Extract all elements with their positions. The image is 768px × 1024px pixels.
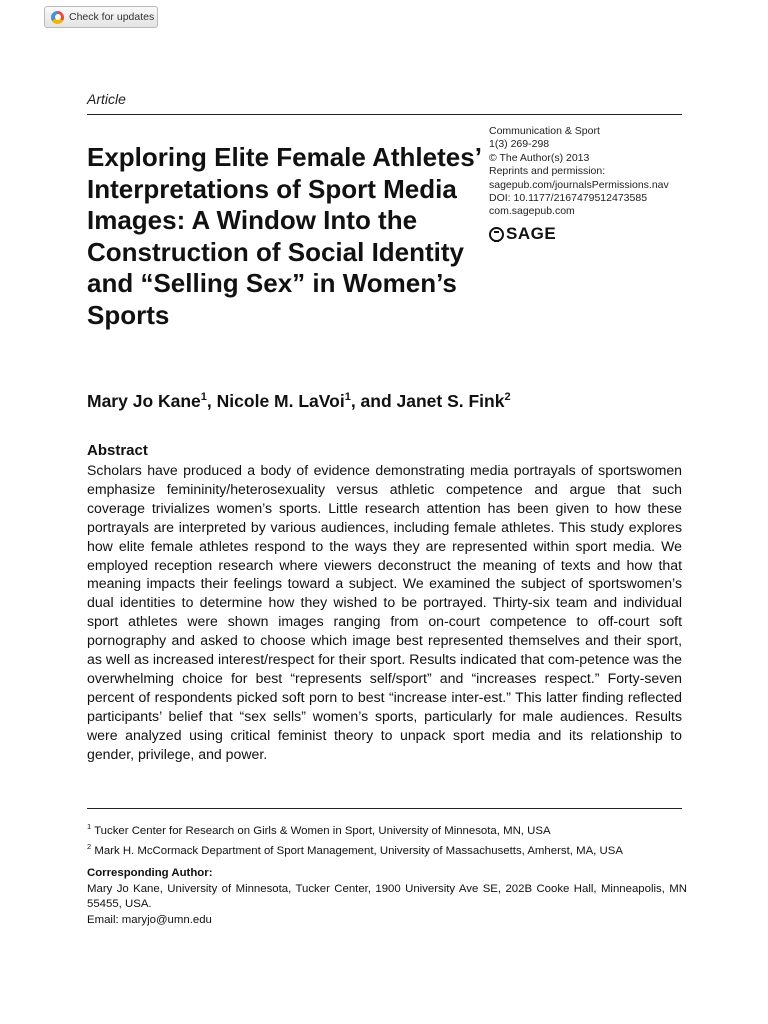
footnote-divider [87,808,682,809]
check-for-updates-button[interactable] [44,6,158,28]
journal-volume: 1(3) 269-298 [489,138,550,151]
journal-site-link[interactable]: com.sagepub.com [489,205,575,218]
affiliation-text: Mark H. McCormack Department of Sport Management, University of Massachusetts, Amherst, MA, USA [94,844,623,857]
author-affiliation-mark: 1 [344,391,351,404]
affiliation-number: 1 [87,822,92,831]
affiliation-item [87,819,687,839]
corresponding-author-heading: Corresponding Author: [87,867,213,879]
author-name: Mary Jo Kane [87,391,201,411]
abstract-heading: Abstract [87,442,148,459]
author-separator: , [206,391,217,411]
journal-name: Communication & Sport [489,125,600,137]
check-for-updates-label: Check for updates [69,11,155,23]
reprints-label: Reprints and permission: [489,165,606,178]
author-list [87,391,511,412]
affiliation-item [87,839,687,859]
article-type-label: Article [87,91,126,107]
affiliation-text: Tucker Center for Research on Girls & Women in Sport, University of Minnesota, MN, USA [94,824,551,837]
corresponding-author [87,866,687,928]
affiliation-number: 2 [87,841,92,851]
check-for-updates-icon [51,11,64,24]
author-affiliation-mark: 2 [504,391,511,404]
author-name: Nicole M. LaVoi [216,391,345,411]
author-separator: , and [350,391,397,411]
doi[interactable]: DOI: 10.1177/2167479512473585 [489,192,648,205]
article-title: Exploring Elite Female Athletes’ Interpretations of Sport Media Images: A Window Into the Construction of Social Identity and “Selling Sex” in Women’s Sports [87,142,481,330]
publisher-name: SAGE [506,224,557,243]
corresponding-author-email[interactable]: Email: maryjo@umn.edu [87,913,212,926]
permissions-link[interactable]: sagepub.com/journalsPermissions.nav [489,178,669,191]
sage-logo-icon [489,227,504,242]
author-name: Janet S. Fink [396,391,505,411]
corresponding-author-address: Mary Jo Kane, University of Minnesota, Tucker Center, 1900 University Ave SE, 202B Cooke Hall, Minneapolis, MN 55455, USA. [87,882,687,910]
journal-info [489,125,689,219]
header-divider [87,114,682,115]
abstract-text: Scholars have produced a body of evidence demonstrating media portrayals of sportswomen emphasize femininity/heterosexuality versus athletic competence and argue that such coverage trivializes women’s sports. Little research attention has been given to how these portrayals are interpreted by various audiences, including female athletes. This study explores how elite female athletes respond to the ways they are represented within sport media. We employed reception research where viewers deconstruct the meaning of texts and how that meaning impacts their feelings toward a subject. We examined the subject of sportswomen’s dual identities to determine how they wished to be portrayed. Thirty-six team and individual sport athletes were shown images ranging from on-court competence to off-court soft pornography and asked to choose which image best represented themselves and their sport, as well as increased interest/respect for their sport. Results indicated that com-petence was the overwhelming choice for best “represents self/sport” and “increases respect.” Forty-seven percent of respondents picked soft porn to best “increase inter-est.” This latter finding reflected participants’ belief that “sex sells” women’s sports, particularly for male audiences. Results were analyzed using critical feminist theory to unpack sport media and its relationship to gender, privilege, and power. [87,462,682,762]
copyright: © The Author(s) 2013 [489,151,590,164]
publisher-logo [489,224,556,244]
affiliations [87,819,687,859]
author-affiliation-mark: 1 [200,391,207,404]
